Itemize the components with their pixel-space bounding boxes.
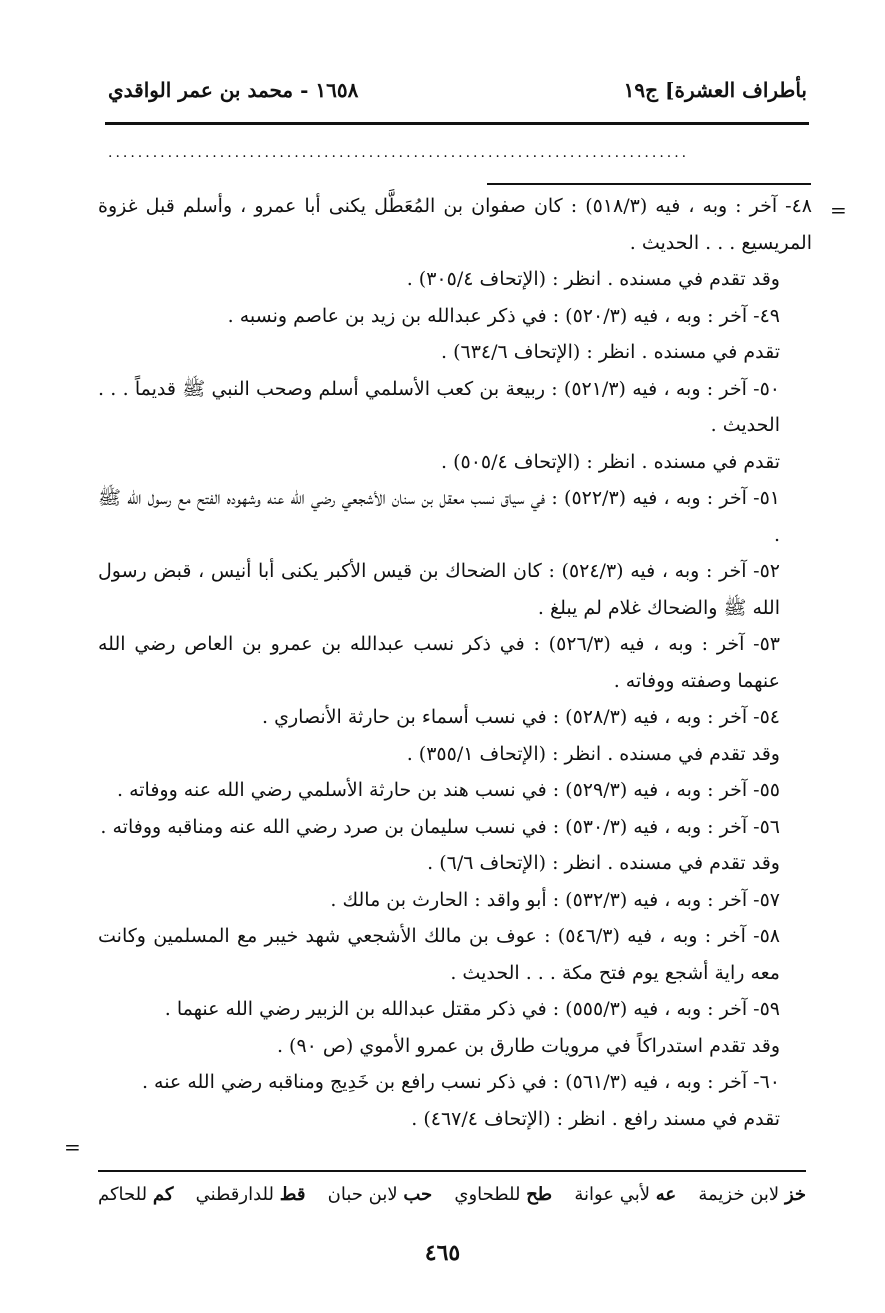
page-number: ٤٦٥ [424,1240,461,1266]
text-paragraph: وقد تقدم في مسنده . انظر : (الإتحاف ٣٠٥/٤) . [406,268,780,290]
abbreviation-code: طح [526,1184,553,1205]
text-paragraph: ٤٩- آخر : وبه ، فيه (٥٢٠/٣) : في ذكر عبدالله بن زيد بن عاصم ونسبه . [227,304,780,327]
text-paragraph: وقد تقدم في مسنده . انظر : (الإتحاف ٦/٦) . [427,852,780,874]
abbreviation-name: للحاكم [98,1184,148,1205]
abbreviation-item [98,1184,173,1205]
abbreviation-item [196,1184,306,1205]
abbreviation-code: حب [403,1184,433,1205]
text-paragraph: وقد تقدم استدراكاً في مرويات طارق بن عمرو الأموي (ص ٩٠) . [276,1034,780,1057]
footer-rule [98,1170,806,1172]
abbreviation-item [328,1184,433,1205]
text-paragraph: تقدم في مسند رافع . انظر : (الإتحاف ٤٦٧/٤) . [411,1107,780,1130]
abbreviation-item [454,1184,552,1205]
abbreviation-name: لابن خزيمة [698,1184,780,1205]
abbreviation-name: لأبي عوانة [574,1184,651,1205]
text-paragraph: تقدم في مسنده . انظر : (الإتحاف ٦٣٤/٦) . [441,341,780,363]
dotted-separator: .............................................................................. [108,145,690,161]
abbreviation-name: للدارقطني [195,1184,274,1205]
text-paragraph: ٥٠- آخر : وبه ، فيه (٥٢١/٣) : ربيعة بن كعب الأسلمي أسلم وصحب النبي ﷺ قديماً . . . الحديث . [98,377,780,436]
abbreviation-name: لابن حبان [327,1184,398,1205]
abbreviation-item [574,1184,676,1205]
header-rule [105,122,809,125]
text-paragraph: ٥٧- آخر : وبه ، فيه (٥٣٢/٣) : أبو واقد : الحارث بن مالك . [330,888,780,911]
text-paragraph: ٥٢- آخر : وبه ، فيه (٥٢٤/٣) : كان الضحاك بن قيس الأكبر يكنى أبا أنيس ، قبض رسول الله ﷺ والضحاك غلام لم يبلغ . [98,560,780,619]
abbreviation-code: قط [279,1184,306,1205]
margin-mark-top: = [830,198,847,222]
text-paragraph: ٥١- آخر : وبه ، فيه (٥٢٢/٣) : في سياق نسب معقل بن سنان الأشجعي رضي الله عنه وشهوده الفتح مع رسول الله ﷺ . [98,487,780,546]
text-paragraph: ٥٨- آخر : وبه ، فيه (٥٤٦/٣) : عوف بن مالك الأشجعي شهد خيبر مع المسلمين وكانت معه راية أشجع يوم فتح مكة . . . الحديث . [98,925,780,984]
abbreviations-legend [98,1184,806,1205]
text-paragraph: ٦٠- آخر : وبه ، فيه (٥٦١/٣) : في ذكر نسب رافع بن خَدِيج ومناقبه رضي الله عنه . [141,1071,780,1093]
body-text [98,188,812,1137]
text-paragraph: ٥٩- آخر : وبه ، فيه (٥٥٥/٣) : في ذكر مقتل عبدالله بن الزبير رضي الله عنهما . [164,998,780,1020]
section-rule [487,183,811,185]
abbreviation-code: كم [152,1184,174,1205]
abbreviation-code: عه [655,1184,677,1205]
running-header-entry-title: ١٦٥٨ - محمد بن عمر الواقدي [108,78,359,102]
abbreviation-name: للطحاوي [454,1184,521,1205]
running-header-book-title: بأطراف العشرة] ج١٩ [623,78,807,102]
text-paragraph: ٥٦- آخر : وبه ، فيه (٥٣٠/٣) : في نسب سليمان بن صرد رضي الله عنه ومناقبه ووفاته . [100,815,780,838]
margin-mark-bottom: = [64,1135,81,1159]
text-paragraph: ٥٥- آخر : وبه ، فيه (٥٢٩/٣) : في نسب هند بن حارثة الأسلمي رضي الله عنه ووفاته . [116,779,780,801]
abbreviation-code: خز [784,1184,806,1205]
text-paragraph: ٥٤- آخر : وبه ، فيه (٥٢٨/٣) : في نسب أسماء بن حارثة الأنصاري . [262,706,780,728]
abbreviation-item [698,1184,806,1205]
text-paragraph: ٤٨- آخر : وبه ، فيه (٥١٨/٣) : كان صفوان بن المُعَطَّل يكنى أبا عمرو ، وأسلم قبل غزوة المريسيع . . . الحديث . [98,195,813,254]
text-paragraph: وقد تقدم في مسنده . انظر : (الإتحاف ٣٥٥/١) . [406,742,780,765]
text-paragraph: ٥٣- آخر : وبه ، فيه (٥٢٦/٣) : في ذكر نسب عبدالله بن عمرو بن العاص رضي الله عنهما وصفته ووفاته . [98,633,781,692]
text-paragraph: تقدم في مسنده . انظر : (الإتحاف ٥٠٥/٤) . [441,450,780,473]
